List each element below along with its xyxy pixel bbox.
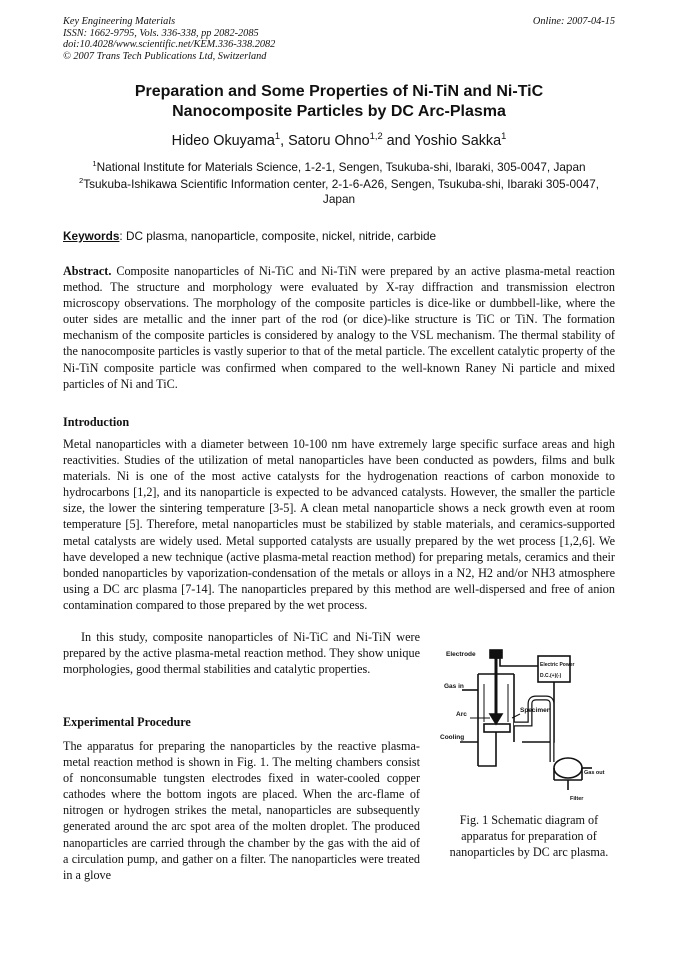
label-arc: Arc — [456, 711, 467, 718]
author-name: Satoru Ohno — [288, 133, 370, 149]
author-sep: , — [280, 133, 289, 149]
electrode-cap — [490, 650, 502, 658]
section-heading-introduction: Introduction — [63, 415, 130, 429]
introduction-paragraph-1: Metal nanoparticles with a diameter between 10-100 nm have extremely large specific surface areas and high reactivities. Studies of the utilization of metal nanoparticles have been conducted as powders, films and bulk materials. Ni is one of the most active catalysts for the hydrogenation reactions of carbon monoxide to hydrocarbons [1,2], and its nanoparticle is expected to be advanced catalysts. However, the smaller the particle size, the lower the sintering temperature [3-5]. A clean metal nanoparticle shows a neck growth even at room temperature [5]. Therefore, metal nanoparticles must be stabilized by stable materials, and ceramics-supported metal catalysts are widely used. Metal supported catalysts are usually prepared by the wet process [1,2,6]. We have developed a new technique (active plasma-metal reaction method) for preparing metals, ceramics and their bonded nanoparticles by vaporization-condensation of the metals or alloys in a N2, H2 and/or NH3 atmosphere using a DC arc plasma [7-14]. The nanoparticles prepared by this method are well-dispersed and free of anion contamination compared to those prepared by the wet process. — [63, 437, 615, 612]
issn-line: ISSN: 1662-9795, Vols. 336-338, pp 2082-2085 — [63, 27, 259, 39]
author-name: Yoshio Sakka — [414, 133, 502, 149]
author-sup: 1,2 — [369, 131, 383, 142]
introduction-paragraph-2 — [63, 629, 420, 677]
copyright-line: © 2007 Trans Tech Publications Ltd, Switzerland — [63, 50, 267, 62]
title-line-2: Nanocomposite Particles by DC Arc-Plasma — [172, 103, 506, 120]
affiliation-1 — [63, 160, 615, 175]
author-name: Hideo Okuyama — [171, 133, 275, 149]
chamber-bottom — [478, 744, 496, 766]
experimental-paragraph-1: The apparatus for preparing the nanoparticles by the reactive plasma-metal reaction method is shown in Fig. 1. The melting chambers consist of nonconsumable tungsten electrodes fixed in water-cooled copper cathodes where the bottom ingots are placed. When the arc-flame of nitrogen or hydrogen strikes the metal, nanoparticles are subsequently generated around the arc spot area of the molten droplet. The produced nanoparticles are carried through the chamber by the gas with the aid of a circulation pump, and gather on a filter. The nanoparticles were treated in a glove — [63, 739, 420, 882]
keywords-colon: : — [119, 229, 126, 243]
author-sup: 1 — [274, 131, 281, 142]
abstract — [63, 263, 615, 392]
power-wire-top — [494, 658, 538, 666]
journal-name: Key Engineering Materials — [63, 16, 176, 27]
label-specimen: Specimen — [520, 707, 551, 714]
keywords — [63, 229, 436, 243]
affiliation-sup: 2 — [78, 176, 84, 186]
abstract-text: Composite nanoparticles of Ni-TiC and Ni-TiN were prepared by an active plasma-metal reaction method. The structure and morphology were evaluated by X-ray diffraction and transmission electron microscopy observations. The morphology of the composite particles is dice-like or dumbbell-like, where the outer sides are metallic and the inner part of the rod (or dice)-like structure is TiC or TiN. The formation mechanism of the composite particles is considered by analogy to the VSL mechanism. The thermal stability of the nanocomposite particles is vastly superior to that of the metal particle. The excellent catalytic property of the Ni-TiN composite particle was confirmed when compared to the well-known Raney Ni particle and mixed particles of Ni and TiC. — [63, 264, 616, 391]
doi-line: doi:10.4028/www.scientific.net/KEM.336-338.2082 — [63, 39, 276, 51]
author-sep: and — [382, 133, 415, 149]
figure-caption: Fig. 1 Schematic diagram of apparatus for preparation of nanoparticles by DC arc plasma. — [449, 813, 609, 860]
label-cooling: Cooling — [440, 734, 465, 741]
keywords-text: DC plasma, nanoparticle, composite, nickel, nitride, carbide — [125, 229, 437, 243]
arc-cone — [490, 714, 502, 724]
title-line-1: Preparation and Some Properties of Ni-TiN and Ni-TiC — [134, 83, 544, 100]
label-electrode: Electrode — [446, 651, 476, 658]
label-filter: Filter — [570, 796, 584, 802]
author-sup: 1 — [501, 131, 507, 142]
apparatus-schematic-figure — [440, 644, 616, 810]
abstract-label: Abstract. — [63, 264, 112, 278]
label-gas-in: Gas in — [444, 683, 464, 690]
label-electric-power: Electric Power — [540, 662, 575, 668]
affiliation-text: Tsukuba-Ishikawa Scientific Information center, 2-1-6-A26, Sengen, Tsukuba-shi, Ibaraki 305-0047, Japan — [83, 177, 600, 206]
online-date: Online: 2007-04-15 — [532, 16, 615, 27]
keywords-label: Keywords — [63, 229, 120, 243]
publication-header — [63, 16, 615, 62]
paper-title — [63, 82, 615, 122]
author-list — [63, 133, 615, 149]
label-gas-out: Gas out — [584, 770, 605, 776]
affiliation-2 — [63, 177, 615, 207]
specimen-hearth — [484, 724, 510, 732]
label-dc: D.C.(+)(-) — [540, 673, 562, 679]
filter-chamber — [554, 758, 582, 778]
section-heading-experimental: Experimental Procedure — [63, 715, 191, 729]
affiliation-sup: 1 — [92, 159, 97, 169]
affiliation-text: National Institute for Materials Science, 1-2-1, Sengen, Tsukuba-shi, Ibaraki, 305-0047, Japan — [96, 160, 586, 174]
introduction-paragraph-2-text: In this study, composite nanoparticles of Ni-TiC and Ni-TiN were prepared by the active plasma-metal reaction method. They show unique morphologies, good thermal stabilities and catalytic properties. — [63, 630, 420, 677]
